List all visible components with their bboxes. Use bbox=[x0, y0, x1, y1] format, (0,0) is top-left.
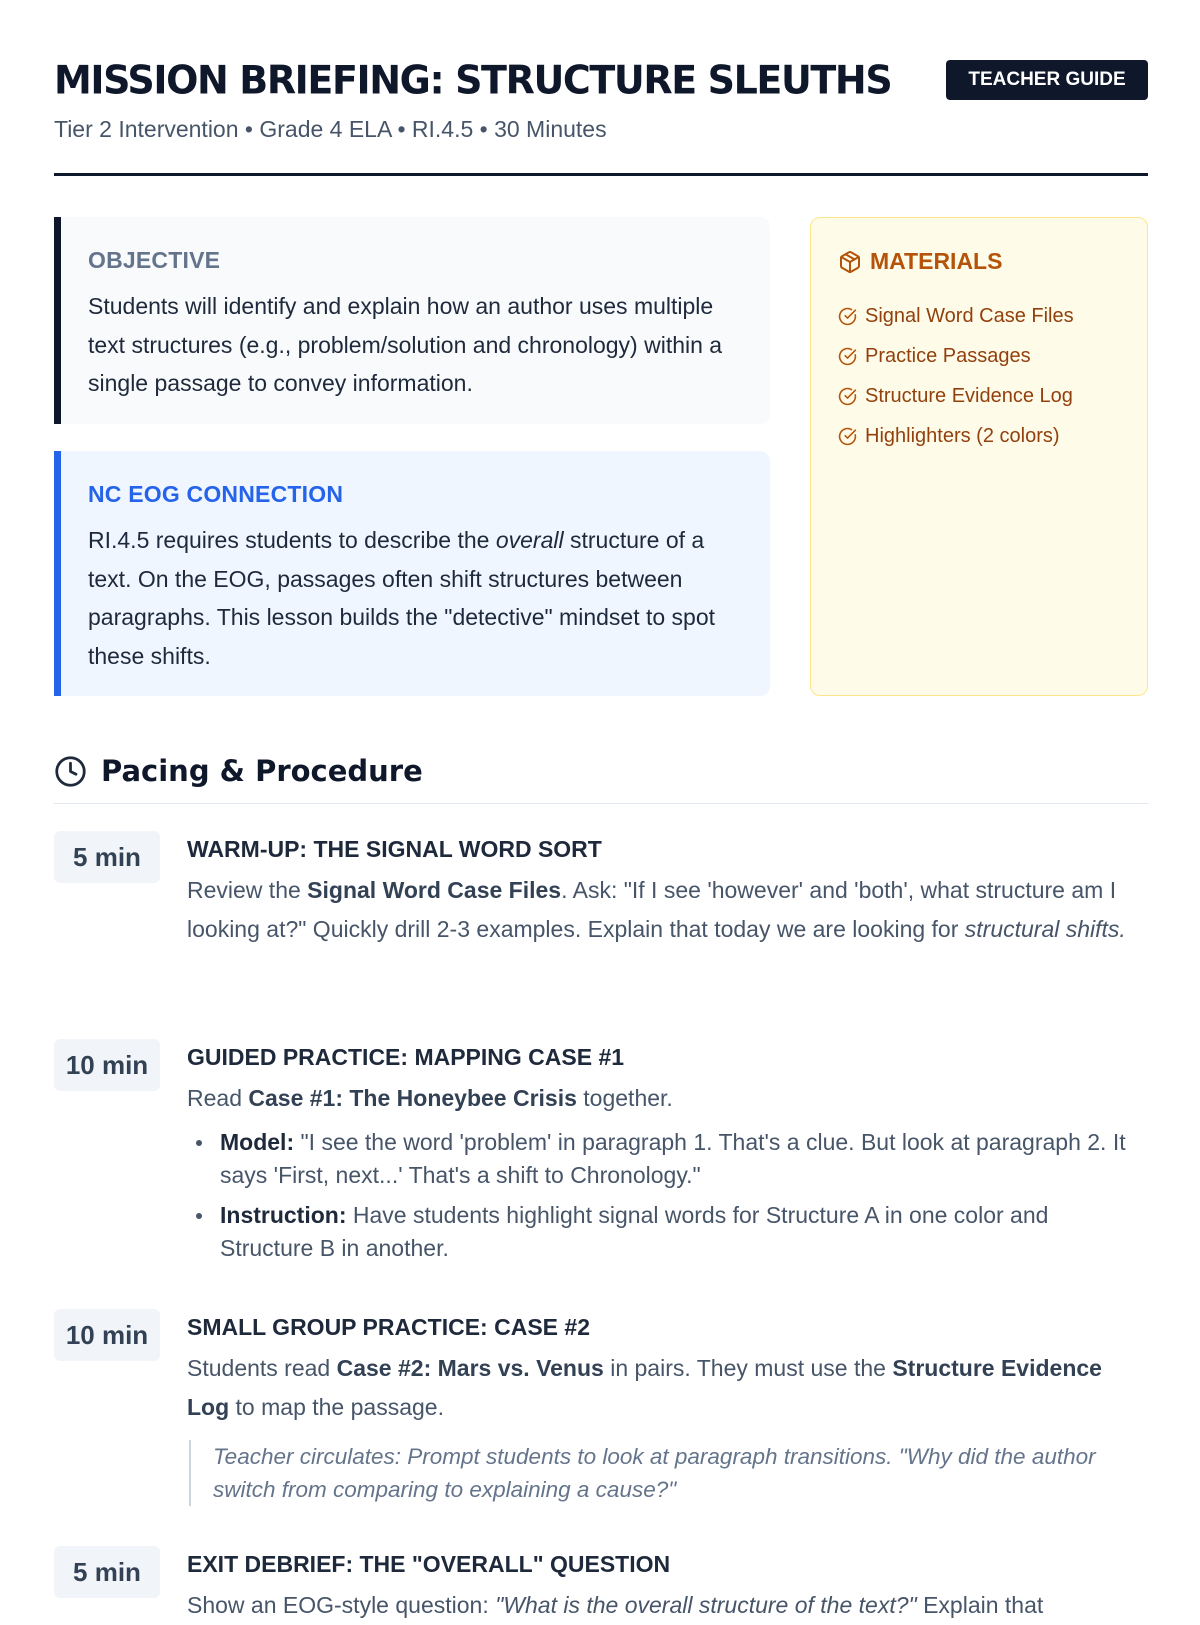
step-text-bold: Structure Evidence Log bbox=[187, 1355, 1102, 1420]
bullet-item bbox=[187, 1199, 1148, 1265]
step-text-bold: Case #2: Mars vs. Venus bbox=[336, 1355, 604, 1381]
materials-item-label: Highlighters (2 colors) bbox=[865, 424, 1060, 447]
time-badge: 10 min bbox=[54, 1039, 160, 1091]
page-header bbox=[54, 56, 1148, 176]
eog-text-part2: structure of a text. On the EOG, passages often shift structures between paragraphs. This lesson builds the "detective" mindset to spot these shifts. bbox=[88, 527, 716, 669]
check-circle-icon bbox=[838, 307, 857, 326]
step-text-part: to map the passage. bbox=[229, 1393, 444, 1420]
eog-text-part1: RI.4.5 requires students to describe the bbox=[88, 527, 496, 553]
page-subtitle: Tier 2 Intervention • Grade 4 ELA • RI.4.5 • 30 Minutes bbox=[54, 116, 607, 142]
step-text-part: Explain that bbox=[916, 1592, 1044, 1618]
materials-item bbox=[838, 296, 1074, 336]
step-text-part: together. bbox=[576, 1085, 673, 1111]
step-text-part: Read bbox=[187, 1085, 249, 1111]
clock-icon bbox=[54, 755, 87, 788]
time-badge: 5 min bbox=[54, 831, 160, 883]
step-content bbox=[187, 831, 1148, 948]
pacing-title: Pacing & Procedure bbox=[101, 754, 423, 788]
step-text-emphasis: "What is the overall structure of the text?" bbox=[495, 1592, 917, 1618]
materials-heading: MATERIALS bbox=[870, 248, 1003, 274]
step-text-part: . Ask: "If I see 'however' and 'both', what structure am I looking at?" Quickly drill 2-3 examples. Explain that today we are looking for bbox=[187, 877, 1117, 942]
step-title: WARM-UP: THE SIGNAL WORD SORT bbox=[187, 836, 602, 862]
step-content bbox=[187, 1309, 1148, 1506]
step-text bbox=[187, 1349, 1148, 1426]
materials-list bbox=[838, 296, 1074, 456]
materials-item bbox=[838, 416, 1074, 456]
eog-connection-card bbox=[54, 451, 770, 696]
step-text bbox=[187, 871, 1148, 948]
bullet-label: Model: bbox=[220, 1128, 295, 1155]
step-text-part: Review the bbox=[187, 877, 308, 903]
step-text-bold: Case #1: The Honeybee Crisis bbox=[248, 1085, 577, 1111]
bullet-text: Have students highlight signal words for Structure A in one color and Structure B in another. bbox=[220, 1201, 1049, 1261]
materials-card bbox=[810, 217, 1148, 696]
step-text bbox=[187, 1586, 1148, 1625]
bullet-label: Instruction: bbox=[220, 1201, 347, 1228]
step-title: GUIDED PRACTICE: MAPPING CASE #1 bbox=[187, 1044, 625, 1070]
page-title: MISSION BRIEFING: STRUCTURE SLEUTHS bbox=[54, 57, 892, 103]
materials-header bbox=[838, 248, 1002, 275]
step-content bbox=[187, 1546, 1148, 1625]
time-badge: 10 min bbox=[54, 1309, 160, 1361]
materials-item bbox=[838, 336, 1074, 376]
materials-item bbox=[838, 376, 1074, 416]
materials-item-label: Structure Evidence Log bbox=[865, 384, 1073, 407]
step-text-part: Students read bbox=[187, 1355, 337, 1381]
materials-item-label: Practice Passages bbox=[865, 344, 1031, 367]
objective-text: Students will identify and explain how an author uses multiple text structures (e.g., problem/solution and chronology) within a single passage to convey information. bbox=[88, 293, 723, 396]
lesson-page bbox=[54, 0, 1148, 1618]
step-title: SMALL GROUP PRACTICE: CASE #2 bbox=[187, 1314, 590, 1340]
check-circle-icon bbox=[838, 427, 857, 446]
bullet-text: "I see the word 'problem' in paragraph 1. That's a clue. But look at paragraph 2. It says 'First, next...' That's a shift to Chronology." bbox=[220, 1128, 1126, 1188]
step-title: EXIT DEBRIEF: THE "OVERALL" QUESTION bbox=[187, 1551, 671, 1577]
teacher-guide-badge: TEACHER GUIDE bbox=[946, 60, 1148, 100]
teacher-callout: Teacher circulates: Prompt students to look at paragraph transitions. "Why did the author switch from comparing to explaining a cause?" bbox=[189, 1440, 1129, 1506]
objective-heading: OBJECTIVE bbox=[88, 247, 221, 273]
step-content bbox=[187, 1039, 1148, 1272]
time-badge: 5 min bbox=[54, 1546, 160, 1598]
check-circle-icon bbox=[838, 347, 857, 366]
step-bullets bbox=[187, 1126, 1148, 1265]
objective-card bbox=[54, 217, 770, 424]
step-text-bold: Signal Word Case Files bbox=[307, 877, 562, 903]
step-text-part: in pairs. They must use the bbox=[603, 1355, 893, 1381]
step-text-emphasis: structural shifts. bbox=[964, 915, 1126, 942]
check-circle-icon bbox=[838, 387, 857, 406]
step-text-part: Show an EOG-style question: bbox=[187, 1592, 496, 1618]
package-icon bbox=[838, 250, 862, 274]
eog-text bbox=[88, 521, 748, 675]
step-text bbox=[187, 1079, 1148, 1118]
pacing-section-header bbox=[54, 752, 1148, 804]
materials-item-label: Signal Word Case Files bbox=[865, 304, 1074, 327]
eog-heading: NC EOG CONNECTION bbox=[88, 481, 344, 507]
eog-text-emphasis: overall bbox=[495, 527, 564, 553]
bullet-item bbox=[187, 1126, 1148, 1192]
